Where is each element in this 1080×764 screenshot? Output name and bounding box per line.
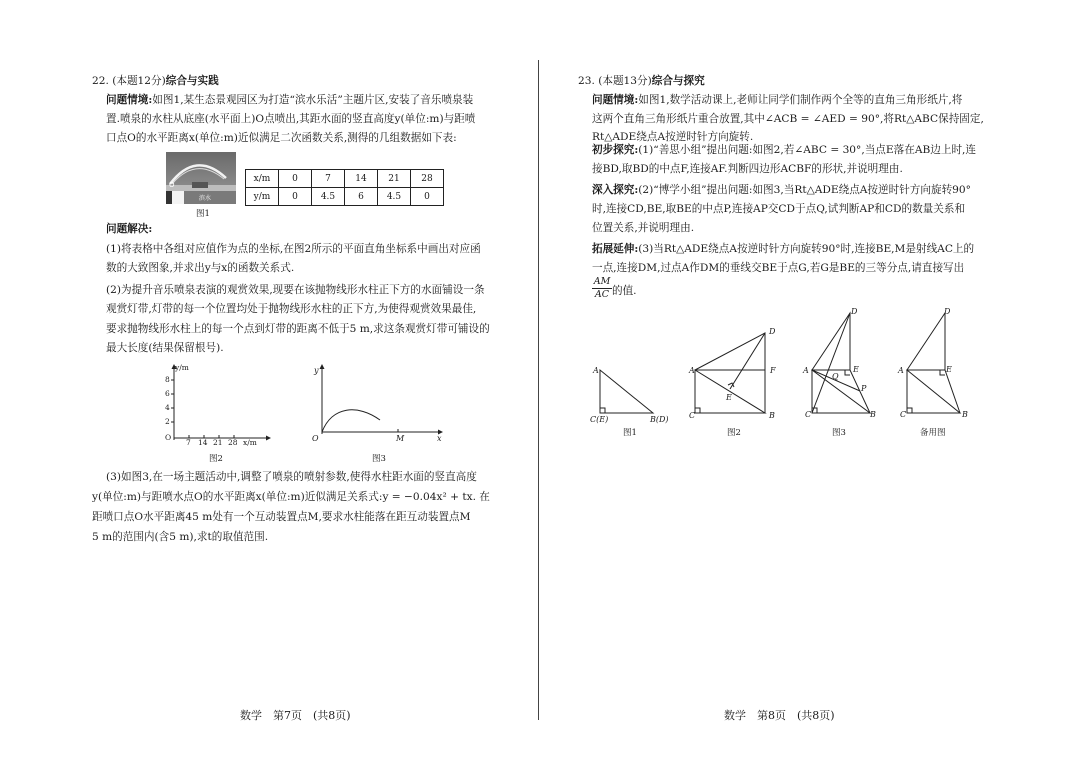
q23-part3-text-1: (3)当Rt△ADE绕点A按逆时针方向旋转90°时,连接BE,M是射线AC上的 xyxy=(638,243,975,255)
f2-label-d: D xyxy=(769,327,776,336)
fig2-y-label: y/m xyxy=(175,363,189,372)
solve-label: 问题解决: xyxy=(106,223,153,235)
q23-intro-line-3: Rt△ADE绕点A按逆时针方向旋转. xyxy=(592,131,754,143)
fraction-numerator: AM xyxy=(593,276,611,287)
f3-label-e: E xyxy=(853,365,859,374)
f3-label-b: B xyxy=(870,410,876,419)
f4-label-b: B xyxy=(962,410,968,419)
f3-label-c: C xyxy=(805,410,812,419)
f2-label-c: C xyxy=(689,411,696,420)
q23-topic: 综合与探究 xyxy=(651,75,705,87)
q22-part2-line-3: 要求抛物线形水柱上的每一个点到灯带的距离不低于5 m,求这条观赏灯带可铺设的 xyxy=(106,323,490,335)
q23-intro-text-1: 如图1,数学活动课上,老师让同学们制作两个全等的直角三角形纸片,将 xyxy=(638,94,963,106)
q23-part1-label: 初步探究: xyxy=(592,144,639,156)
data-table xyxy=(245,169,444,206)
fraction-denominator: AC xyxy=(594,289,610,300)
fig3-m-label: M xyxy=(396,434,405,443)
q23-part3-label: 拓展延伸: xyxy=(592,243,639,255)
q22-part1-line-1: (1)将表格中各组对应值作为点的坐标,在图2所示的平面直角坐标系中画出对应函 xyxy=(106,243,481,255)
q23-header xyxy=(578,72,705,91)
table-cell: 0 xyxy=(279,170,312,188)
q23-intro-label: 问题情境: xyxy=(592,94,639,106)
f4-label-c: C xyxy=(900,410,907,419)
f2-label-a: A xyxy=(689,366,695,375)
fig2-x-label: x/m xyxy=(243,438,257,447)
f2-label-f: F xyxy=(770,366,776,375)
table-row-x xyxy=(246,170,444,188)
table-cell: 14 xyxy=(345,170,378,188)
q23-part2-label: 深入探究: xyxy=(592,184,639,196)
fig2-axes xyxy=(158,364,273,446)
f1-caption: 图1 xyxy=(623,428,637,438)
svg-text:O: O xyxy=(169,181,175,189)
f1-label-c: C(E) xyxy=(590,415,609,424)
fig3-caption: 图3 xyxy=(372,454,386,464)
f1-label-b: B(D) xyxy=(650,415,669,424)
fig2-xtick: 7 xyxy=(186,438,191,447)
fig2-ytick: 8 xyxy=(165,375,170,384)
table-cell: 4.5 xyxy=(312,188,345,206)
q22-number: 22. (本题12分) xyxy=(92,75,166,87)
q22-topic: 综合与实践 xyxy=(165,75,219,87)
q22-intro-line-3: 口点O的水平距离x(单位:m)近似满足二次函数关系,测得的几组数据如下表: xyxy=(106,132,457,144)
fig2-ytick: 4 xyxy=(165,403,170,412)
q23-part1-line-2: 接BD,取BD的中点F,连接AF.判断四边形ACBF的形状,并说明理由. xyxy=(592,163,903,175)
q22-part3-line-1: (3)如图3,在一场主题活动中,调整了喷泉的喷射参数,使得水柱距水面的竖直高度 xyxy=(106,471,477,483)
fig3-x-label: x xyxy=(437,434,442,443)
q23-part3-tail: 的值. xyxy=(612,285,637,297)
fig2-xtick: 14 xyxy=(198,438,208,447)
photo-sign-text: 滨水 xyxy=(199,195,212,202)
q22-part3-line-2: y(单位:m)与距喷水点O的水平距离x(单位:m)近似满足关系式:y = −0.04x² + tx. 在 xyxy=(92,491,490,503)
f2-caption: 图2 xyxy=(727,428,741,438)
f4-label-e: E xyxy=(946,365,952,374)
table-cell: 4.5 xyxy=(378,188,411,206)
f2-label-b: B xyxy=(769,411,775,420)
fig4-figure xyxy=(907,313,960,413)
f3-caption: 图3 xyxy=(832,428,846,438)
fig2-origin: O xyxy=(165,433,172,442)
q23-number: 23. (本题13分) xyxy=(578,75,652,87)
table-cell: 21 xyxy=(378,170,411,188)
q23-part3-line-2: 一点,连接DM,过点A作DM的垂线交BE于点G,若G是BE的三等分点,请直接写出 xyxy=(592,262,965,274)
f1-label-a: A xyxy=(593,366,599,375)
q23-intro-line-1 xyxy=(592,91,962,110)
table-cell: x/m xyxy=(246,170,279,188)
fig3-y-label: y xyxy=(314,366,319,375)
q23-part2-text-1: (2)“博学小组”提出问题:如图3,当Rt△ADE绕点A按逆时针方向旋转90° xyxy=(638,184,971,196)
q22-part3-line-4: 5 m的范围内(含5 m),求t的取值范围. xyxy=(92,531,269,543)
fig3-origin: O xyxy=(312,434,319,443)
fig2-xtick: 28 xyxy=(228,438,238,447)
left-page-footer: 数学 第7页 (共8页) xyxy=(240,709,351,722)
fig3-parabola-axes xyxy=(310,364,445,439)
q23-part1-text-1: (1)“善思小组”提出问题:如图2,若∠ABC = 30°,当点E落在AB边上时,连 xyxy=(638,144,976,156)
fig1-triangle xyxy=(600,370,653,413)
q23-intro-line-2: 这两个直角三角形纸片重合放置,其中∠ACB = ∠AED = 90°,将Rt△ABC保持固定, xyxy=(592,113,984,125)
q22-part2-line-4: 最大长度(结果保留根号). xyxy=(106,342,224,354)
f3-label-d: D xyxy=(851,307,858,316)
q22-part3-line-3: 距喷口点O水平距离45 m处有一个互动装置点M,要求水柱能落在距互动装置点M xyxy=(92,511,471,523)
q23-part3-line-1 xyxy=(592,240,974,259)
fraction-am-ac xyxy=(592,276,612,301)
table-cell: 28 xyxy=(411,170,444,188)
q22-intro-text-1: 如图1,某生态景观园区为打造“滨水乐活”主题片区,安装了音乐喷泉装 xyxy=(152,94,474,106)
fig1-caption: 图1 xyxy=(196,209,210,219)
table-cell: 0 xyxy=(411,188,444,206)
right-page-footer: 数学 第8页 (共8页) xyxy=(724,709,835,722)
f4-caption: 备用图 xyxy=(920,428,946,438)
geometry-figures xyxy=(585,305,985,430)
q23-part2-line-3: 位置关系,并说明理由. xyxy=(592,222,695,234)
table-cell: 7 xyxy=(312,170,345,188)
f3-label-a: A xyxy=(803,366,809,375)
fig2-ytick: 6 xyxy=(165,389,170,398)
f4-label-a: A xyxy=(898,366,904,375)
fig2-caption: 图2 xyxy=(209,454,223,464)
q23-part2-line-2: 时,连接CD,BE,取BE的中点P,连接AP交CD于点Q,试判断AP和CD的数量关系和 xyxy=(592,203,966,215)
table-cell: 6 xyxy=(345,188,378,206)
q22-header xyxy=(92,72,219,91)
f4-label-d: D xyxy=(944,307,951,316)
table-cell: 0 xyxy=(279,188,312,206)
f3-label-q: Q xyxy=(832,372,839,381)
fig2-xtick: 21 xyxy=(213,438,223,447)
fig2-ytick: 2 xyxy=(165,417,170,426)
page-divider xyxy=(538,60,539,720)
table-cell: y/m xyxy=(246,188,279,206)
q22-part2-line-2: 观赏灯带,灯带的每一个位置均处于抛物线形水柱的正下方,为使得观赏效果最佳, xyxy=(106,303,477,315)
table-row-y xyxy=(246,188,444,206)
q23-part1-line-1 xyxy=(592,141,976,160)
fig3-figure xyxy=(812,313,870,413)
q22-part2-line-1: (2)为提升音乐喷泉表演的观赏效果,现要在该抛物线形水柱正下方的水面铺设一条 xyxy=(106,284,485,296)
q22-intro-label: 问题情境: xyxy=(106,94,153,106)
f2-label-e: E xyxy=(726,393,732,402)
q22-intro-line-1 xyxy=(106,91,473,110)
q23-part2-line-1 xyxy=(592,181,971,200)
f3-label-p: P xyxy=(861,384,867,393)
q22-part1-line-2: 数的大致图象,并求出y与x的函数关系式. xyxy=(106,262,295,274)
q22-intro-line-2: 置.喷泉的水柱从底座(水平面上)O点喷出,其距水面的竖直高度y(单位:m)与距喷 xyxy=(106,113,476,125)
